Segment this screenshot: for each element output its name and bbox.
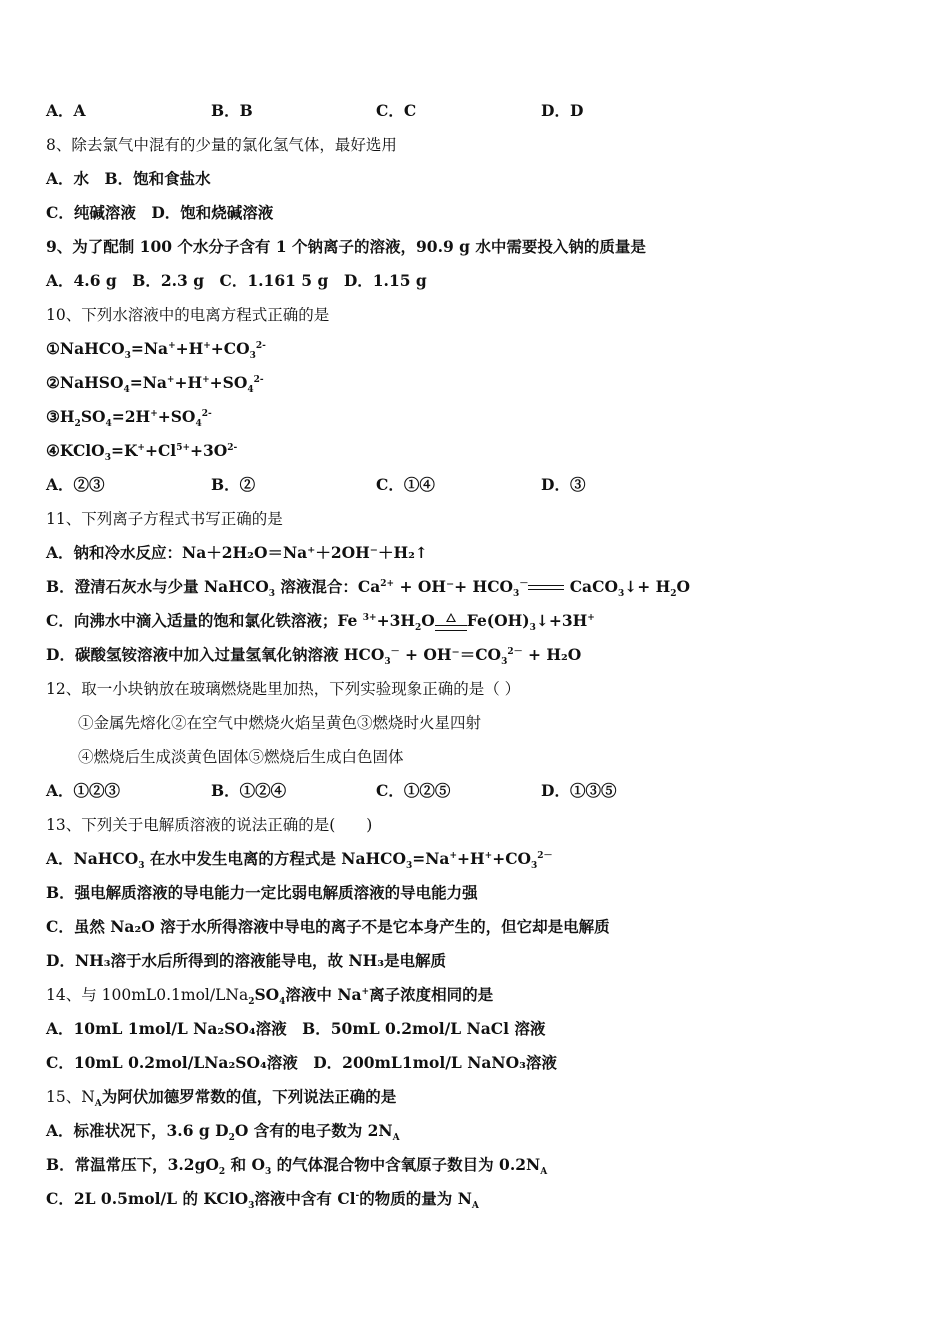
q14-options-ab[interactable]: A．10mL 1mol/L Na₂SO₄溶液 B．50mL 0.2mol/L NaCl 溶液 xyxy=(46,1019,546,1038)
q8-options-ab[interactable]: A．水 B．饱和食盐水 xyxy=(46,169,211,188)
q14-stem-pre: 14、与 100mL0.1mol/LNa xyxy=(46,986,249,1004)
q11-option-c-pre: C．向沸水中滴入适量的饱和氯化铁溶液；Fe xyxy=(46,611,358,630)
q10-item-3-text: ③H xyxy=(46,407,75,426)
q11-stem: 11、下列离子方程式书写正确的是 xyxy=(46,510,283,528)
q11-option-c[interactable]: C．向沸水中滴入适量的饱和氯化铁溶液；Fe $^{3+}+3H_2O$ $Fe(OH)_3↓+3H^+$ xyxy=(46,611,595,634)
q13-option-a[interactable]: A．NaHCO$_3$ 在水中发生电离的方程式是 $NaHCO_3=Na^++H^++CO_3^{2-}$ xyxy=(46,849,553,872)
q15-option-c[interactable]: C．2L 0.5mol/L 的 KClO$_3$溶液中含有 Cl-的物质的量为 $N_A$ xyxy=(46,1189,479,1212)
q11-option-a-text: A．钠和冷水反应：Na＋2H₂O＝Na⁺＋2OH⁻＋H₂ xyxy=(46,543,415,562)
q12-option-d[interactable]: D．①③⑤ xyxy=(541,781,617,800)
q15-option-b-mid: 和 O xyxy=(225,1155,265,1174)
q12-stem: 12、取一小块钠放在玻璃燃烧匙里加热，下列实验现象正确的是（ ） xyxy=(46,680,521,698)
q10-item-1-text: ①NaHCO xyxy=(46,339,125,358)
q11-option-b-post: CaCO xyxy=(564,577,618,596)
q12-option-a[interactable]: A．①②③ xyxy=(46,781,121,800)
q10-item-2-text: ②NaHSO xyxy=(46,373,124,392)
q13-stem: 13、下列关于电解质溶液的说法正确的是( ) xyxy=(46,816,373,834)
q10-stem: 10、下列水溶液中的电离方程式正确的是 xyxy=(46,306,330,324)
q12-option-c[interactable]: C．①②⑤ xyxy=(376,781,451,800)
q15-option-a-pre: A．标准状况下，3.6 g D xyxy=(46,1121,229,1140)
q14-stem-end: 离子浓度相同的是 xyxy=(369,985,494,1004)
q15-stem: 15、$N_A$为阿伏加德罗常数的值，下列说法正确的是 xyxy=(46,1087,397,1110)
q11-option-a[interactable] xyxy=(46,543,428,563)
q15-option-b-post: 的气体混合物中含氧原子数目为 0.2N xyxy=(271,1155,541,1174)
q11-option-d-mid: + OH⁻＝CO xyxy=(399,645,502,664)
q10-options xyxy=(46,475,585,495)
q8-stem: 8、除去氯气中混有的少量的氯化氢气体，最好选用 xyxy=(46,136,397,154)
q7-option-d[interactable]: D．D xyxy=(541,101,584,120)
q7-option-c[interactable]: C．C xyxy=(376,101,417,120)
q15-option-a[interactable]: A．标准状况下，3.6 g $D_2O$ 含有的电子数为 $2N_A$ xyxy=(46,1121,400,1144)
q15-stem-pre: 15、N xyxy=(46,1088,95,1106)
q7-option-a[interactable]: A．A xyxy=(46,101,86,120)
q13-option-a-mid: 在水中发生电离的方程式是 NaHCO xyxy=(144,849,406,868)
q11-option-b-mid: 溶液混合：Ca xyxy=(274,577,381,596)
q10-option-d[interactable]: D．③ xyxy=(541,475,586,494)
q10-item-4: $④KClO_3=K^++Cl^{5+}+3O^{2-}$ xyxy=(46,441,238,464)
q15-option-c-post: 的物质的量为 N xyxy=(359,1189,472,1208)
q15-option-a-post: O 含有的电子数为 2N xyxy=(234,1121,393,1140)
q15-option-b[interactable]: B．常温常压下，$3.2gO_2$ 和 $O_3$ 的气体混合物中含氧原子数目为 $0.2N_A$ xyxy=(46,1155,548,1178)
up-arrow-icon: ↑ xyxy=(414,543,428,562)
q13-option-c[interactable]: C．虽然 Na₂O 溶于水所得溶液中导电的离子不是它本身产生的，但它却是电解质 xyxy=(46,917,610,936)
q11-option-b[interactable]: B．澄清石灰水与少量 NaHCO$_3$ 溶液混合：$Ca^{2+} + OH^-+ HCO_3^-$ CaCO$_3$↓+ $H_2O$ xyxy=(46,577,691,600)
q13-option-d[interactable]: D．NH₃溶于水后所得到的溶液能导电，故 NH₃是电解质 xyxy=(46,951,447,970)
q11-option-b-pre: B．澄清石灰水与少量 NaHCO xyxy=(46,577,269,596)
q9-stem: 9、为了配制 100 个水分子含有 1 个钠离子的溶液，90.9 g 水中需要投入钠的质量是 xyxy=(46,237,646,256)
q12-statements-2: ④燃烧后生成淡黄色固体⑤燃烧后生成白色固体 xyxy=(78,748,404,766)
q10-option-a[interactable]: A．②③ xyxy=(46,475,105,494)
heat-arrow-icon xyxy=(435,613,467,631)
q14-stem: 14、与 $100mL0.1mol/LNa_2SO_4$溶液中 Na+离子浓度相同的是 xyxy=(46,985,494,1008)
q12-statements-1: ①金属先熔化②在空气中燃烧火焰呈黄色③燃烧时火星四射 xyxy=(78,714,482,732)
q15-stem-post: 为阿伏加德罗常数的值，下列说法正确的是 xyxy=(101,1087,397,1106)
q10-item-3: $③H_2SO_4=2H^++SO_4^{2-}$ xyxy=(46,407,212,430)
q11-option-c-post: Fe(OH) xyxy=(466,611,530,630)
q7-option-b[interactable]: B．B xyxy=(211,101,253,120)
q14-options-cd[interactable]: C．10mL 0.2mol/LNa₂SO₄溶液 D．200mL1mol/L NaNO₃溶液 xyxy=(46,1053,557,1072)
q7-options xyxy=(46,101,583,121)
q10-option-b[interactable]: B．② xyxy=(211,475,256,494)
q9-options[interactable]: A．4.6 g B．2.3 g C．1.161 5 g D．1.15 g xyxy=(46,271,427,290)
q10-item-4-text: ④KClO xyxy=(46,441,105,460)
q11-option-d-pre: D．碳酸氢铵溶液中加入过量氢氧化钠溶液 HCO xyxy=(46,645,385,664)
q15-option-c-pre: C．2L 0.5mol/L 的 KClO xyxy=(46,1189,249,1208)
q8-options-cd[interactable]: C．纯碱溶液 D．饱和烧碱溶液 xyxy=(46,203,274,222)
q10-item-1: $①NaHCO_3=Na^++H^++CO_3^{2-}$ xyxy=(46,339,266,362)
q10-option-c[interactable]: C．①④ xyxy=(376,475,435,494)
q13-option-a-pre: A．NaHCO xyxy=(46,849,139,868)
q10-item-2: $②NaHSO_4=Na^++H^++SO_4^{2-}$ xyxy=(46,373,264,396)
q12-option-b[interactable]: B．①②④ xyxy=(211,781,287,800)
q14-stem-post: 溶液中 Na xyxy=(285,985,362,1004)
q11-option-d-post: + H₂O xyxy=(522,645,582,664)
equals-arrow-icon xyxy=(528,583,564,593)
q12-options xyxy=(46,781,616,801)
q13-option-b[interactable]: B．强电解质溶液的导电能力一定比弱电解质溶液的导电能力强 xyxy=(46,883,478,902)
q15-option-b-pre: B．常温常压下，3.2gO xyxy=(46,1155,219,1174)
q11-option-d[interactable]: D．碳酸氢铵溶液中加入过量氢氧化钠溶液 $HCO_3^- + OH^-=CO_3^{2-} + H_2O$ xyxy=(46,645,582,668)
q15-option-c-mid: 溶液中含有 Cl xyxy=(254,1189,356,1208)
